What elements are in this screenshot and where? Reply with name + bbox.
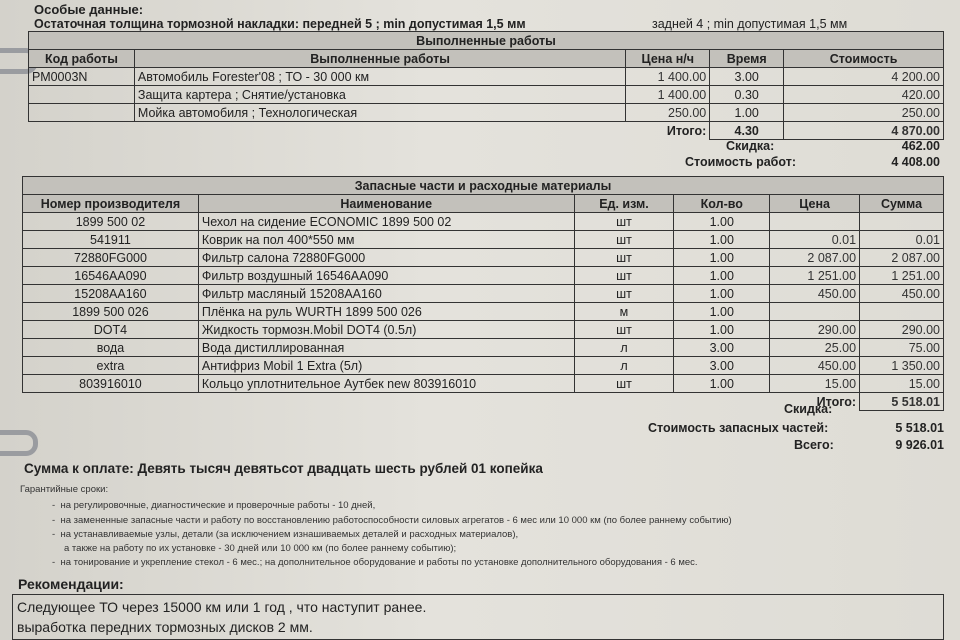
work-code [29,86,135,104]
recommendation-line: Следующее ТО через 15000 км или 1 год , что наступит ранее. [17,599,427,615]
parts-discount-label: Скидка: [784,402,833,416]
work-cost: 4 200.00 [784,68,944,86]
part-unit: шт [574,375,674,393]
part-number: 72880FG000 [23,249,199,267]
part-number: 16546AA090 [23,267,199,285]
brake-pads-rear: задней 4 ; min допустимая 1,5 мм [652,17,848,31]
part-number: 541911 [23,231,199,249]
table-row [23,375,944,393]
part-name: Фильтр салона 72880FG000 [198,249,574,267]
recommendation-line: выработка передних тормозных дисков 2 мм. [17,619,313,635]
col-work-name: Выполненные работы [134,50,625,68]
part-price: 0.01 [770,231,860,249]
part-price: 25.00 [770,339,860,357]
table-row [29,68,944,86]
parts-table [22,176,944,411]
work-price: 1 400.00 [626,68,710,86]
part-price: 450.00 [770,357,860,375]
guarantee-bullet: - на устанавливаемые узлы, детали (за исключением изнашиваемых деталей и расходных материалов), [52,529,519,540]
part-qty: 3.00 [674,339,770,357]
work-cost: 250.00 [784,104,944,122]
table-row [23,213,944,231]
part-sum: 0.01 [860,231,944,249]
parts-cost-value: 5 518.01 [895,421,944,435]
part-unit: шт [574,285,674,303]
part-sum [860,303,944,321]
payment-amount-words: Сумма к оплате: Девять тысяч девятьсот двадцать шесть рублей 01 копейка [24,461,543,476]
part-qty: 1.00 [674,213,770,231]
binder-ring-bottom [0,430,38,456]
part-price: 1 251.00 [770,267,860,285]
guarantee-title: Гарантийные сроки: [20,484,109,495]
part-number: 1899 500 026 [23,303,199,321]
part-price: 450.00 [770,285,860,303]
part-name: Фильтр масляный 15208AA160 [198,285,574,303]
table-row [23,249,944,267]
part-price: 290.00 [770,321,860,339]
table-row [23,357,944,375]
grand-total-value: 9 926.01 [895,438,944,452]
table-row [23,321,944,339]
part-name: Чехол на сидение ECONOMIC 1899 500 02 [198,213,574,231]
works-cost-value: 4 408.00 [891,155,940,169]
col-price: Цена [770,195,860,213]
part-unit: шт [574,249,674,267]
works-discount-label: Скидка: [726,139,775,153]
part-qty: 1.00 [674,249,770,267]
work-price: 1 400.00 [626,86,710,104]
col-unit: Ед. изм. [574,195,674,213]
part-price: 15.00 [770,375,860,393]
part-qty: 1.00 [674,231,770,249]
part-qty: 1.00 [674,375,770,393]
col-work-code: Код работы [29,50,135,68]
table-row [29,104,944,122]
part-sum: 450.00 [860,285,944,303]
part-number: 1899 500 02 [23,213,199,231]
part-qty: 3.00 [674,357,770,375]
work-price: 250.00 [626,104,710,122]
work-cost: 420.00 [784,86,944,104]
work-code: РМ0003N [29,68,135,86]
part-price [770,213,860,231]
part-unit: шт [574,267,674,285]
guarantee-continuation: а также на работу по их установке - 30 дней или 10 000 км (по более раннему событию); [64,543,457,554]
parts-cost-label: Стоимость запасных частей: [648,421,829,435]
table-row [29,86,944,104]
col-part-number: Номер производителя [23,195,199,213]
recommendations-title: Рекомендации: [18,576,124,592]
col-sum: Сумма [860,195,944,213]
part-qty: 1.00 [674,267,770,285]
work-name: Мойка автомобиля ; Технологическая [134,104,625,122]
brake-pads-front: Остаточная толщина тормозной накладки: передней 5 ; min допустимая 1,5 мм [34,17,526,31]
part-name: Вода дистиллированная [198,339,574,357]
part-number: DOT4 [23,321,199,339]
part-sum [860,213,944,231]
col-part-name: Наименование [198,195,574,213]
table-row [23,303,944,321]
part-number: вода [23,339,199,357]
works-total-cost: 4 870.00 [784,122,944,140]
part-number: extra [23,357,199,375]
part-name: Коврик на пол 400*550 мм [198,231,574,249]
part-sum: 15.00 [860,375,944,393]
part-number: 15208AA160 [23,285,199,303]
works-total-label: Итого: [666,123,707,138]
recommendations-box [12,594,944,640]
part-sum: 1 350.00 [860,357,944,375]
work-code [29,104,135,122]
guarantee-bullet: - на регулировочные, диагностические и проверочные работы - 10 дней, [52,500,376,511]
work-time: 3.00 [710,68,784,86]
col-time: Время [710,50,784,68]
table-row [23,339,944,357]
work-time: 0.30 [710,86,784,104]
parts-total-label: Итого: [816,394,857,409]
part-unit: л [574,357,674,375]
part-sum: 2 087.00 [860,249,944,267]
works-section-title: Выполненные работы [29,32,944,50]
part-qty: 1.00 [674,285,770,303]
part-sum: 75.00 [860,339,944,357]
part-unit: шт [574,321,674,339]
table-row [23,285,944,303]
table-row [23,231,944,249]
table-row [23,267,944,285]
part-name: Жидкость тормозн.Mobil DOT4 (0.5л) [198,321,574,339]
work-name: Защита картера ; Снятие/установка [134,86,625,104]
col-quantity: Кол-во [674,195,770,213]
part-price [770,303,860,321]
work-name: Автомобиль Forester'08 ; ТО - 30 000 км [134,68,625,86]
part-unit: л [574,339,674,357]
works-discount-value: 462.00 [901,139,940,153]
part-sum: 290.00 [860,321,944,339]
col-hour-price: Цена н/ч [626,50,710,68]
part-name: Фильтр воздушный 16546AA090 [198,267,574,285]
part-qty: 1.00 [674,303,770,321]
part-qty: 1.00 [674,321,770,339]
part-number: 803916010 [23,375,199,393]
part-name: Антифриз Mobil 1 Extra (5л) [198,357,574,375]
works-total-time: 4.30 [710,122,784,140]
part-name: Плёнка на руль WURTH 1899 500 026 [198,303,574,321]
part-sum: 1 251.00 [860,267,944,285]
works-cost-label: Стоимость работ: [685,155,797,169]
part-name: Кольцо уплотнительное Аутбек new 803916010 [198,375,574,393]
part-unit: м [574,303,674,321]
works-table [28,31,944,140]
part-unit: шт [574,231,674,249]
work-time: 1.00 [710,104,784,122]
guarantee-bullet: - на замененные запасные части и работу по восстановлению работоспособности силовых агрегатов - 6 мес или 10 000 км (по более раннему событию) [52,515,732,526]
part-unit: шт [574,213,674,231]
parts-total-value: 5 518.01 [860,393,944,411]
col-cost: Стоимость [784,50,944,68]
guarantee-bullet: - на тонирование и укрепление стекол - 6 мес.; на дополнительное оборудование и работы по установке дополнительного оборудования - 6 мес. [52,557,698,568]
grand-total-label: Всего: [794,438,834,452]
part-price: 2 087.00 [770,249,860,267]
parts-section-title: Запасные части и расходные материалы [23,177,944,195]
special-data-label: Особые данные: [34,2,144,17]
